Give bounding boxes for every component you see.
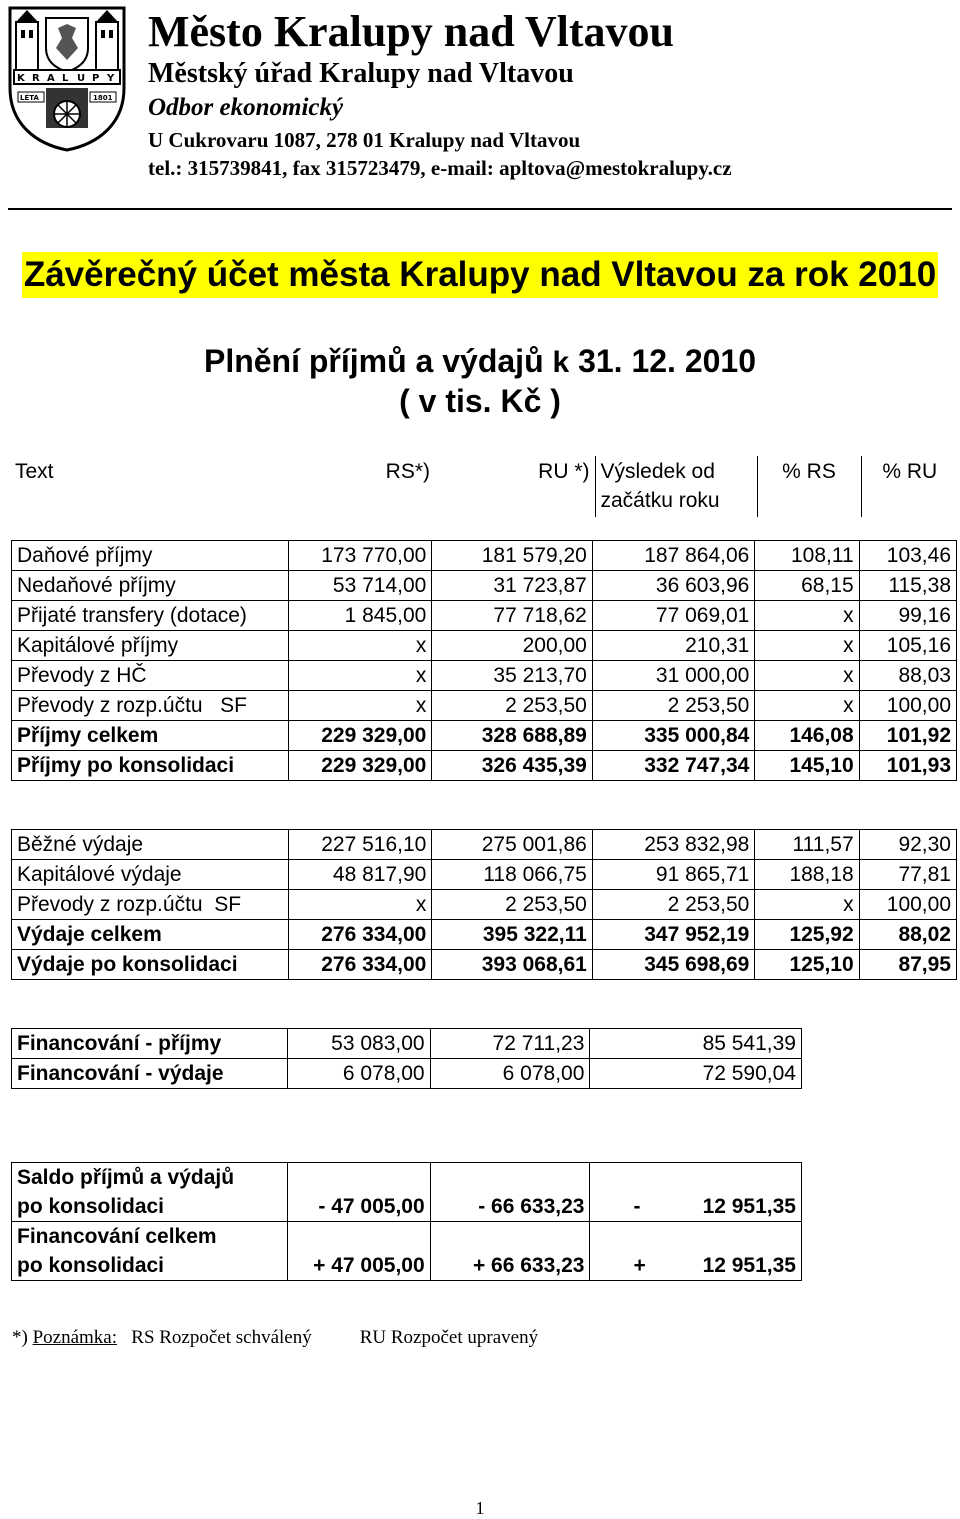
- row-label: Daňové příjmy: [12, 541, 289, 571]
- table-row: [12, 1222, 802, 1252]
- cell-ru: 326 435,39: [432, 751, 593, 781]
- department-name: Odbor ekonomický: [148, 94, 344, 121]
- row-label: Kapitálové výdaje: [12, 860, 289, 890]
- cell-rs: 229 329,00: [288, 721, 431, 751]
- office-contact: tel.: 315739841, fax 315723479, e-mail: apltova@mestokralupy.cz: [148, 156, 732, 180]
- footnote-prefix: *): [12, 1327, 33, 1348]
- cell-pct-ru: 77,81: [859, 860, 956, 890]
- sign: +: [633, 1254, 646, 1277]
- cell-rs: x: [288, 661, 431, 691]
- city-crest-logo: [6, 4, 128, 152]
- cell-pct-ru: 88,02: [859, 920, 956, 950]
- footnote: [12, 1327, 538, 1349]
- cell-pct-ru: 87,95: [859, 950, 956, 980]
- financing-table: [11, 1028, 802, 1089]
- column-header: [10, 456, 958, 517]
- empty-cell: [287, 1222, 430, 1252]
- saldo-table: [11, 1162, 802, 1281]
- cell-ru: 72 711,23: [430, 1029, 590, 1059]
- cell-pct-ru: 99,16: [859, 601, 956, 631]
- row-label: Financování celkem: [12, 1222, 288, 1252]
- cell-pct-rs: x: [755, 691, 859, 721]
- document-title: Závěrečný účet města Kralupy nad Vltavou za rok 2010: [22, 252, 938, 298]
- row-label: Saldo příjmů a výdajů: [12, 1163, 288, 1193]
- cell-pct-rs: x: [755, 631, 859, 661]
- header-divider: [8, 208, 952, 210]
- cell-pct-rs: x: [755, 890, 859, 920]
- table-row: [12, 541, 957, 571]
- crest-letter: A: [47, 73, 55, 84]
- table-row: [12, 1029, 802, 1059]
- sign: -: [633, 1195, 641, 1218]
- value: 12 951,35: [702, 1195, 796, 1218]
- document-title-wrap: [0, 252, 960, 298]
- row-label: Kapitálové příjmy: [12, 631, 289, 661]
- cell-vysledek: 77 069,01: [592, 601, 755, 631]
- cell-rs: 48 817,90: [288, 860, 431, 890]
- row-label: po konsolidaci: [12, 1192, 288, 1222]
- cell-vysledek: 187 864,06: [592, 541, 755, 571]
- table-row: [12, 1251, 802, 1281]
- cell-rs: 227 516,10: [288, 830, 431, 860]
- crest-letter: K: [17, 73, 25, 84]
- cell-pct-rs: 145,10: [755, 751, 859, 781]
- table-row-total: [12, 721, 957, 751]
- row-label: Výdaje po konsolidaci: [12, 950, 289, 980]
- cell-ru: 200,00: [432, 631, 593, 661]
- cell-ru: 275 001,86: [432, 830, 593, 860]
- cell-rs: 173 770,00: [288, 541, 431, 571]
- row-label: Běžné výdaje: [12, 830, 289, 860]
- crest-year-label: LÉTA: [20, 94, 39, 102]
- cell-vysledek: 85 541,39: [590, 1029, 802, 1059]
- cell-pct-ru: 88,03: [859, 661, 956, 691]
- row-label: Nedaňové příjmy: [12, 571, 289, 601]
- cell-rs: x: [288, 890, 431, 920]
- cell-ru: + 66 633,23: [430, 1251, 590, 1281]
- row-label: Financování - příjmy: [12, 1029, 288, 1059]
- crest-letter: L: [62, 73, 69, 84]
- subtitle-k: k: [552, 346, 570, 379]
- row-label: Výdaje celkem: [12, 920, 289, 950]
- cell-vysledek: 36 603,96: [592, 571, 755, 601]
- footnote-rs: RS Rozpočet schválený: [131, 1327, 312, 1348]
- empty-cell: [287, 1163, 430, 1193]
- table-row: [12, 571, 957, 601]
- table-row: [12, 1163, 802, 1193]
- footnote-label: Poznámka:: [32, 1327, 118, 1348]
- office-name: Městský úřad Kralupy nad Vltavou: [148, 58, 574, 89]
- crest-letter: U: [77, 73, 86, 84]
- cell-ru: 35 213,70: [432, 661, 593, 691]
- cell-ru: 395 322,11: [432, 920, 593, 950]
- cell-rs: 1 845,00: [288, 601, 431, 631]
- cell-vysledek: [590, 1192, 802, 1222]
- cell-rs: 229 329,00: [288, 751, 431, 781]
- table-row: [12, 661, 957, 691]
- cell-vysledek: 72 590,04: [590, 1059, 802, 1089]
- office-address: U Cukrovaru 1087, 278 01 Kralupy nad Vltavou: [148, 128, 581, 152]
- subtitle-part: Plnění příjmů a výdajů: [203, 343, 553, 379]
- row-label: po konsolidaci: [12, 1251, 288, 1281]
- cell-pct-rs: 125,92: [755, 920, 859, 950]
- cell-vysledek: 345 698,69: [592, 950, 755, 980]
- table-row: [12, 890, 957, 920]
- row-label: Převody z HČ: [12, 661, 289, 691]
- cell-rs: - 47 005,00: [287, 1192, 430, 1222]
- col-pct-ru: % RU: [861, 456, 958, 517]
- row-label: Přijaté transfery (dotace): [12, 601, 289, 631]
- row-label: Financování - výdaje: [12, 1059, 288, 1089]
- table-row: [12, 631, 957, 661]
- row-label: Převody z rozp.účtu SF: [12, 890, 289, 920]
- table-row: [12, 830, 957, 860]
- cell-pct-rs: x: [755, 661, 859, 691]
- cell-pct-rs: 68,15: [755, 571, 859, 601]
- cell-ru: 393 068,61: [432, 950, 593, 980]
- cell-pct-ru: 101,92: [859, 721, 956, 751]
- cell-vysledek: 91 865,71: [592, 860, 755, 890]
- col-vysledek: [595, 456, 757, 517]
- col-ru: RU *): [538, 460, 590, 483]
- col-rs: RS*): [385, 460, 430, 483]
- cell-vysledek: 335 000,84: [592, 721, 755, 751]
- cell-vysledek: 347 952,19: [592, 920, 755, 950]
- cell-rs: + 47 005,00: [287, 1251, 430, 1281]
- footnote-ru: RU Rozpočet upravený: [359, 1327, 539, 1348]
- cell-pct-rs: 111,57: [755, 830, 859, 860]
- cell-vysledek: 31 000,00: [592, 661, 755, 691]
- table-row: [12, 1059, 802, 1089]
- cell-vysledek: 253 832,98: [592, 830, 755, 860]
- table-row-total: [12, 950, 957, 980]
- cell-pct-rs: x: [755, 601, 859, 631]
- subtitle-date: 31. 12. 2010: [569, 343, 757, 379]
- crest-letter: P: [92, 73, 100, 84]
- expenses-table: [11, 829, 957, 980]
- cell-ru: 328 688,89: [432, 721, 593, 751]
- cell-vysledek: 332 747,34: [592, 751, 755, 781]
- value: 12 951,35: [702, 1254, 796, 1277]
- cell-pct-rs: 125,10: [755, 950, 859, 980]
- col-pct-rs: % RS: [757, 456, 861, 517]
- cell-rs: 6 078,00: [287, 1059, 430, 1089]
- cell-vysledek: 210,31: [592, 631, 755, 661]
- cell-pct-ru: 92,30: [859, 830, 956, 860]
- cell-vysledek: 2 253,50: [592, 890, 755, 920]
- cell-pct-ru: 115,38: [859, 571, 956, 601]
- crest-letter: Y: [107, 73, 115, 84]
- city-name: Město Kralupy nad Vltavou: [148, 7, 675, 56]
- cell-ru: 77 718,62: [432, 601, 593, 631]
- cell-pct-ru: 101,93: [859, 751, 956, 781]
- cell-vysledek: 2 253,50: [592, 691, 755, 721]
- cell-ru: - 66 633,23: [430, 1192, 590, 1222]
- subtitle-units: ( v tis. Kč ): [399, 383, 561, 419]
- cell-ru: 2 253,50: [432, 691, 593, 721]
- document-subtitle: [0, 342, 960, 420]
- cell-pct-ru: 105,16: [859, 631, 956, 661]
- cell-pct-rs: 188,18: [755, 860, 859, 890]
- cell-pct-ru: 103,46: [859, 541, 956, 571]
- cell-ru: 6 078,00: [430, 1059, 590, 1089]
- cell-pct-ru: 100,00: [859, 691, 956, 721]
- cell-ru: 2 253,50: [432, 890, 593, 920]
- cell-ru: 181 579,20: [432, 541, 593, 571]
- cell-rs: 276 334,00: [288, 920, 431, 950]
- table-row: [12, 860, 957, 890]
- income-table: [11, 540, 957, 781]
- table-row: [12, 1192, 802, 1222]
- cell-rs: 53 083,00: [287, 1029, 430, 1059]
- cell-vysledek: [590, 1251, 802, 1281]
- empty-cell: [430, 1163, 590, 1193]
- row-label: Převody z rozp.účtu SF: [12, 691, 289, 721]
- col-text: Text: [15, 460, 54, 483]
- table-row: [12, 601, 957, 631]
- cell-pct-ru: 100,00: [859, 890, 956, 920]
- crest-year-label: 1801: [93, 94, 113, 102]
- cell-ru: 118 066,75: [432, 860, 593, 890]
- row-label: Příjmy po konsolidaci: [12, 751, 289, 781]
- cell-rs: 276 334,00: [288, 950, 431, 980]
- table-row: [12, 691, 957, 721]
- table-row-total: [12, 751, 957, 781]
- cell-pct-rs: 146,08: [755, 721, 859, 751]
- row-label: Příjmy celkem: [12, 721, 289, 751]
- crest-letter: R: [32, 73, 40, 84]
- cell-ru: 31 723,87: [432, 571, 593, 601]
- cell-rs: 53 714,00: [288, 571, 431, 601]
- page-number: 1: [475, 1498, 485, 1518]
- table-row-total: [12, 920, 957, 950]
- cell-pct-rs: 108,11: [755, 541, 859, 571]
- cell-rs: x: [288, 631, 431, 661]
- empty-cell: [430, 1222, 590, 1252]
- empty-cell: [590, 1222, 802, 1252]
- col-vysledek-l2: začátku roku: [600, 489, 720, 512]
- empty-cell: [590, 1163, 802, 1193]
- cell-rs: x: [288, 691, 431, 721]
- col-vysledek-l1: Výsledek od: [600, 460, 715, 483]
